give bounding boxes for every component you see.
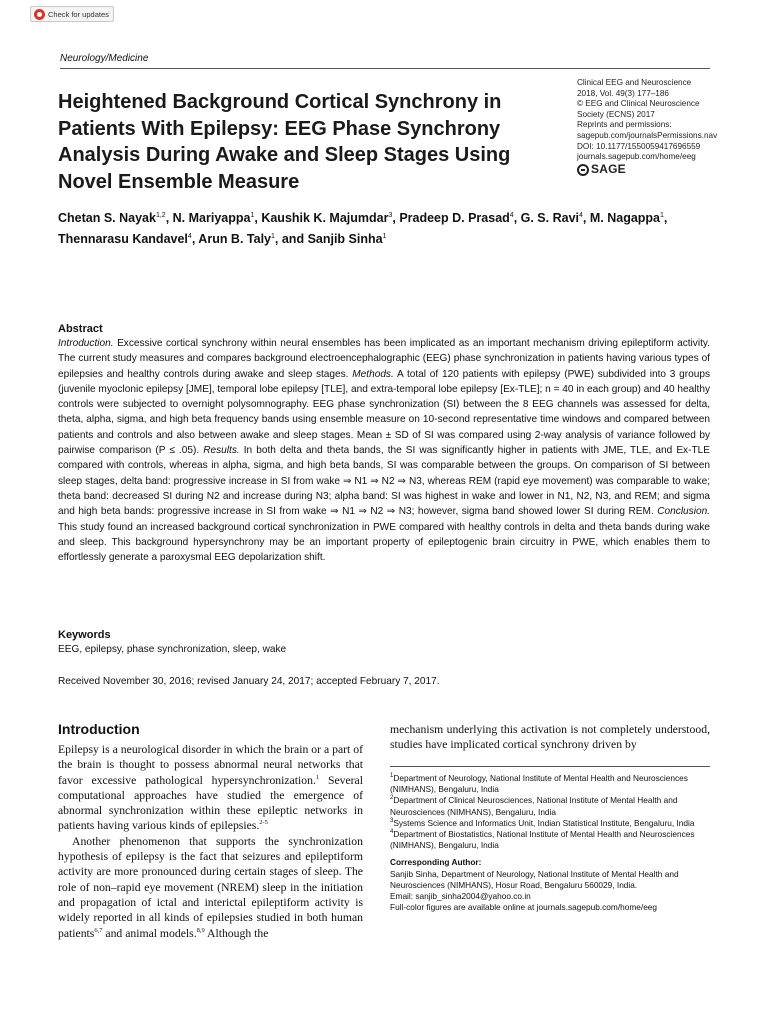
affiliation-text: Systems Science and Informatics Unit, Indian Statistical Institute, Bengaluru, India	[393, 817, 695, 828]
introduction-left-column	[58, 742, 363, 941]
author-separator: ,	[663, 211, 668, 225]
author-separator: ,	[392, 211, 400, 225]
author-affiliation-marker: 4	[187, 232, 192, 240]
paragraph-text: Several computational approaches have studied the emergence of abnormal synchronization within these epileptic networks in patients having various kinds of epilepsies.	[58, 773, 363, 833]
author-list	[58, 208, 708, 250]
check-for-updates-badge[interactable]	[30, 6, 114, 22]
abstract-label-introduction: Introduction.	[58, 338, 114, 349]
author-separator: ,	[165, 211, 173, 225]
introduction-right-column: mechanism underlying this activation is not completely understood, studies have implicated cortical synchrony driven by	[390, 723, 710, 752]
affiliation-marker: 3	[390, 818, 394, 825]
author-name: Kaushik K. Majumdar	[261, 211, 389, 225]
affiliations-block	[390, 773, 710, 913]
paragraph-text: Epilepsy is a neurological disorder in which the brain or a part of the brain is thought to possess abnormal neural networks that favor excessive pathological hypersynchronization.	[58, 743, 363, 787]
affiliation-item	[390, 795, 710, 817]
introduction-heading: Introduction	[58, 721, 140, 737]
introduction-paragraph-2	[58, 834, 363, 941]
journal-line: sagepub.com/journalsPermissions.nav	[577, 130, 718, 140]
author-separator: ,	[582, 211, 590, 225]
paragraph-text: Another phenomenon that supports the synchronization hypothesis of epilepsy is the fact that seizures and epileptiform activity are more pronounced during certain stages of sleep. The role of non–rapid eye movement (NREM) sleep in the initiation and propagation of ictal and interictal epileptiform activity is widely reported in all kinds of epilepsies studied in both human patients	[58, 834, 363, 940]
introduction-paragraph-1	[58, 742, 363, 834]
badge-label: Check for updates	[48, 9, 109, 19]
paragraph-text: Although the	[204, 926, 269, 940]
abstract-label-conclusion: Conclusion.	[657, 506, 710, 518]
article-title: Heightened Background Cortical Synchrony in Patients With Epilepsy: EEG Phase Synchrony Analysis During Awake and Sleep Stages Using Novel Ensemble Measure	[58, 91, 511, 193]
author-affiliation-marker: 3	[388, 211, 393, 219]
journal-line: Reprints and permissions:	[577, 120, 672, 130]
journal-info	[577, 78, 727, 176]
author-affiliation-marker: 4	[509, 211, 514, 219]
header-divider	[60, 68, 710, 69]
abstract-text-methods: A total of 120 patients with epilepsy (PWE) subdivided into 3 groups (juvenile myoclonic epilepsy [JME], temporal lobe epilepsy [TLE], and extra-temporal lobe epilepsy [Ex-TLE]; n = 40 in each group) and 40 healthy controls were subjected to overnight polysomnography. EEG phase synchronization (SI) between the 8 EEG channels was assessed for delta, theta, alpha, sigma, and high beta frequency bands using ensemble measure on 10-second representative time windows and compared between patients and controls and also between awake and sleep stages. Mean ± SD of SI was compared using 2-way analysis of variance followed by pairwise comparison (P ≤ .05).	[58, 368, 710, 457]
affiliation-marker: 4	[390, 829, 394, 836]
section-label: Neurology/Medicine	[60, 53, 149, 64]
publisher-name: SAGE	[591, 162, 626, 177]
author-name: N. Mariyappa	[172, 211, 251, 225]
abstract-label-methods: Methods.	[352, 368, 394, 380]
footnote-divider	[390, 766, 710, 767]
full-color-note: Full-color figures are available online at journals.sagepub.com/home/eeg	[390, 902, 658, 913]
author-affiliation-marker: 4	[579, 211, 583, 219]
author-affiliation-marker: 1	[250, 211, 255, 219]
author-affiliation-marker: 1	[660, 211, 664, 219]
keywords-heading: Keywords	[58, 629, 111, 641]
journal-url-line: journals.sagepub.com/home/eeg	[577, 152, 696, 162]
keywords-list: EEG, epilepsy, phase synchronization, sleep, wake	[58, 644, 287, 655]
author-separator: , and	[274, 232, 308, 246]
author-name: M. Nagappa	[589, 211, 661, 225]
author-name: Sanjib Sinha	[307, 232, 383, 246]
received-dates: Received November 30, 2016; revised January 24, 2017; accepted February 7, 2017.	[58, 676, 440, 687]
paragraph-text: and animal models.	[102, 926, 197, 940]
affiliation-text: Department of Clinical Neurosciences, National Institute of Mental Health and Neurosciences (NIMHANS), Bengaluru, India	[390, 795, 678, 817]
affiliation-marker: 1	[390, 773, 394, 780]
affiliation-item	[390, 829, 710, 851]
author-name: G. S. Ravi	[520, 211, 579, 225]
author-name: Thennarasu Kandavel	[58, 232, 188, 246]
author-separator: ,	[513, 211, 521, 225]
author-name: Pradeep D. Prasad	[399, 211, 510, 225]
affiliation-item	[390, 818, 710, 829]
abstract-heading: Abstract	[58, 323, 103, 335]
abstract-label-results: Results.	[203, 445, 240, 457]
journal-line: © EEG and Clinical Neuroscience	[577, 99, 700, 109]
author-affiliation-marker: 1	[382, 232, 387, 240]
abstract-text-results: In both delta and theta bands, the SI was significantly higher in patients with JME, TLE, and Ex-TLE compared with controls, whereas in alpha, sigma, and high beta bands, SI was comparable between the groups. On comparison of SI between sleep stages, delta band: progressive increase in SI from wake ⇒ N1 ⇒ N2 ⇒ N3, whereas REM (rapid eye movement) was comparable to wake; theta band: decreased SI during N2 and increase during N3; alpha band: SI was highest in wake and lower in N1, N2, N3, and REM; and sigma and high beta bands: progressive increase in SI from wake ⇒ N1 ⇒ N2 ⇒ N3; however, sigma band showed lower SI during REM.	[58, 445, 710, 518]
corresponding-author-email[interactable]: Email: sanjib_sinha2004@yahoo.co.in	[390, 891, 531, 902]
author-separator: ,	[191, 232, 199, 246]
citation-marker[interactable]: 8,9	[196, 926, 205, 934]
corresponding-author-heading: Corresponding Author:	[390, 857, 482, 868]
affiliation-list	[390, 773, 710, 851]
author-affiliation-marker: 1	[271, 232, 275, 240]
doi-line: DOI: 10.1177/1550059417696559	[577, 141, 701, 151]
author-name: Arun B. Taly	[198, 232, 271, 246]
journal-line: Society (ECNS) 2017	[577, 109, 655, 119]
sage-logo-icon	[577, 164, 589, 176]
citation-marker[interactable]: 6,7	[94, 926, 103, 934]
author-name: Chetan S. Nayak	[58, 211, 156, 225]
abstract-text-conclusion: This study found an increased background cortical synchronization in PWE compared with healthy controls in delta and theta bands during wake and sleep. This background hypersynchrony may be an important property of epileptogenic brain circuitry in PWE, which enables them to effortlessly generate a paroxysmal EEG depolarization shift.	[58, 521, 710, 564]
corresponding-author-address: Sanjib Sinha, Department of Neurology, National Institute of Mental Health and Neurosciences (NIMHANS), Hosur Road, Bengaluru 560029, India.	[390, 868, 679, 890]
abstract-text-introduction: Excessive cortical synchrony within neural ensembles has been implicated as an important mechanism driving epileptiform activity. The current study measures and compares background electroencephalographic (EEG) phase synchronization in patients having various types of epilepsies and healthy controls during awake and sleep stages.	[58, 338, 710, 380]
abstract-body	[58, 336, 710, 565]
author-separator: ,	[254, 211, 262, 225]
affiliation-text: Department of Biostatistics, National Institute of Mental Health and Neurosciences (NIMHANS), Bengaluru, India	[390, 829, 695, 851]
author-affiliation-marker: 1,2	[155, 211, 166, 219]
citation-marker[interactable]: 1	[315, 773, 320, 781]
crossmark-icon	[34, 9, 45, 20]
affiliation-text: Department of Neurology, National Institute of Mental Health and Neurosciences (NIMHANS), Bengaluru, India	[390, 773, 688, 795]
citation-marker[interactable]: 2-5	[259, 819, 268, 827]
affiliation-item	[390, 773, 710, 795]
publisher-logo	[577, 164, 727, 176]
journal-line: 2018, Vol. 49(3) 177–186	[577, 88, 669, 98]
affiliation-marker: 2	[390, 795, 394, 802]
journal-line: Clinical EEG and Neuroscience	[577, 78, 692, 87]
